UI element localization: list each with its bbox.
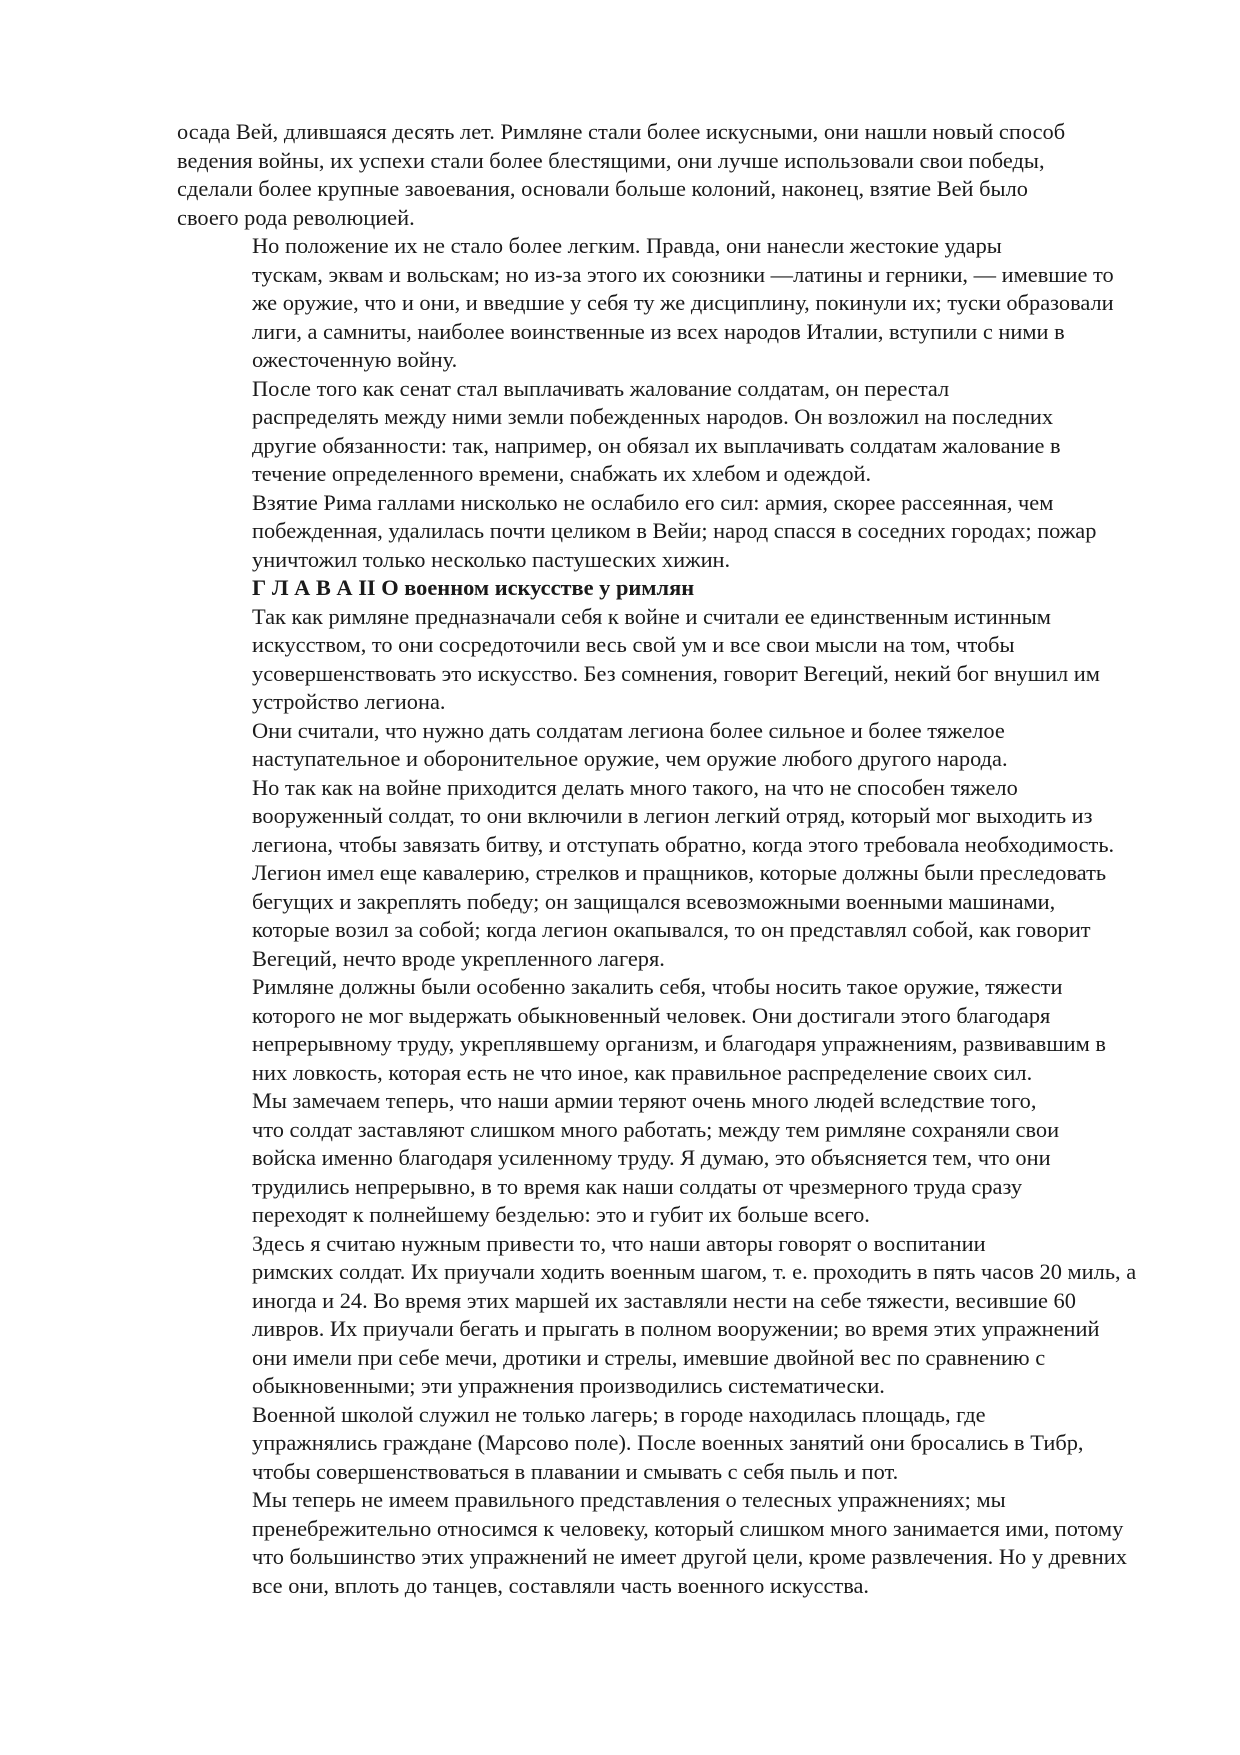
text-line: трудились непрерывно, в то время как наши солдаты от чрезмерного труда сразу — [252, 1173, 1023, 1199]
text-line: Здесь я считаю нужным привести то, что наши авторы говорят о воспитании — [252, 1230, 986, 1256]
text-line: которые возил за собой; когда легион окапывался, то он представлял собой, как говорит — [252, 917, 1091, 942]
paragraph — [177, 1087, 1159, 1230]
paragraph — [177, 603, 1159, 717]
text-line: наступательное и оборонительное оружие, чем оружие любого другого народа. — [252, 746, 1008, 771]
text-line: После того как сенат стал выплачивать жалование солдатам, он перестал — [252, 375, 950, 401]
text-line: Они считали, что нужно дать солдатам легиона более сильное и более тяжелое — [252, 717, 1005, 743]
text-line: ливров. Их приучали бегать и прыгать в полном вооружении; во время этих упражнений — [252, 1316, 1100, 1341]
text-line: которого не мог выдержать обыкновенный человек. Они достигали этого благодаря — [252, 1002, 1051, 1028]
text-line: все они, вплоть до танцев, составляли часть военного искусства. — [252, 1572, 870, 1598]
text-line: Но так как на войне приходится делать много такого, на что не способен тяжело — [252, 774, 1018, 800]
paragraph — [177, 973, 1159, 1087]
text-line: Так как римляне предназначали себя к войне и считали ее единственным истинным — [252, 603, 1051, 629]
paragraph — [177, 774, 1159, 974]
text-line: осада Вей, длившаяся десять лет. Римляне стали более искусными, они нашли новый способ — [177, 119, 1066, 144]
text-line: войска именно благодаря усиленному труду. Я думаю, это объясняется тем, что они — [252, 1145, 1051, 1170]
document-body — [177, 118, 1159, 1600]
text-line: лиги, а самниты, наиболее воинственные из всех народов Италии, вступили с ними в — [252, 318, 1065, 344]
text-line: обыкновенными; эти упражнения производились систематически. — [252, 1373, 885, 1398]
text-line: переходят к полнейшему безделью: это и губит их больше всего. — [252, 1202, 870, 1227]
text-line: ожесточенную войну. — [252, 347, 458, 372]
text-line: другие обязанности: так, например, он обязал их выплачивать солдатам жалование в — [252, 432, 1061, 458]
paragraph — [177, 1230, 1159, 1401]
text-line: легиона, чтобы завязать битву, и отступать обратно, когда этого требовала необходимость. — [252, 831, 1115, 857]
text-line: устройство легиона. — [252, 689, 446, 714]
text-line: же оружие, что и они, и введшие у себя ту же дисциплину, покинули их; туски образовали — [252, 290, 1114, 315]
paragraph — [177, 118, 1159, 232]
paragraph — [177, 375, 1159, 489]
text-line: своего рода революцией. — [177, 204, 415, 230]
text-line: распределять между ними земли побежденных народов. Он возложил на последних — [252, 404, 1054, 429]
text-line: они имели при себе мечи, дротики и стрелы, имевшие двойной вес по сравнению с — [252, 1344, 1046, 1370]
text-line: пренебрежительно относимся к человеку, который слишком много занимается ими, потому — [252, 1515, 1124, 1541]
text-line: чтобы совершенствоваться в плавании и смывать с себя пыль и пот. — [252, 1458, 899, 1484]
paragraph — [177, 489, 1159, 575]
text-line: Вегеций, нечто вроде укрепленного лагеря. — [252, 945, 665, 971]
text-line: Но положение их не стало более легким. Правда, они нанесли жестокие удары — [252, 233, 1002, 258]
text-line: что солдат заставляют слишком много работать; между тем римляне сохраняли свои — [252, 1116, 1060, 1142]
text-line: Римляне должны были особенно закалить себя, чтобы носить такое оружие, тяжести — [252, 974, 1063, 999]
text-line: них ловкость, которая есть не что иное, как правильное распределение своих сил. — [252, 1059, 1033, 1085]
text-line: иногда и 24. Во время этих маршей их заставляли нести на себе тяжести, весившие 60 — [252, 1287, 1076, 1313]
text-line: течение определенного времени, снабжать их хлебом и одеждой. — [252, 461, 872, 486]
text-line: Взятие Рима галлами нисколько не ослабило его сил: армия, скорее рассеянная, чем — [252, 489, 1054, 515]
text-line: усовершенствовать это искусство. Без сомнения, говорит Вегеций, некий бог внушил им — [252, 660, 1100, 686]
text-line: римских солдат. Их приучали ходить военным шагом, т. е. проходить в пять часов 20 миль, а — [252, 1259, 1137, 1284]
text-line: вооруженный солдат, то они включили в легион легкий отряд, который мог выходить из — [252, 803, 1093, 828]
chapter-heading: Г Л А В А II О военном искусстве у римлян — [252, 575, 695, 600]
text-line: Военной школой служил не только лагерь; в городе находилась площадь, где — [252, 1401, 986, 1427]
text-line: искусством, то они сосредоточили весь свой ум и все свои мысли на том, чтобы — [252, 632, 1015, 657]
text-line: побежденная, удалилась почти целиком в Вейи; народ спасся в соседних городах; пожар — [252, 518, 1097, 543]
text-line: уничтожил только несколько пастушеских хижин. — [252, 546, 731, 572]
text-line: бегущих и закреплять победу; он защищался всевозможными военными машинами, — [252, 888, 1056, 914]
text-line: непрерывному труду, укреплявшему организм, и благодаря упражнениям, развивавшим в — [252, 1031, 1106, 1056]
paragraph — [177, 717, 1159, 774]
paragraph — [177, 1486, 1159, 1600]
text-line: Мы замечаем теперь, что наши армии теряют очень много людей вследствие того, — [252, 1088, 1037, 1113]
text-line: упражнялись граждане (Марсово поле). После военных занятий они бросались в Тибр, — [252, 1430, 1084, 1455]
text-line: тускам, эквам и вольскам; но из-за этого их союзники —латины и герники, — имевшие то — [252, 261, 1114, 287]
text-line: Мы теперь не имеем правильного представления о телесных упражнениях; мы — [252, 1487, 1006, 1512]
text-line: сделали более крупные завоевания, основали больше колоний, наконец, взятие Вей было — [177, 176, 1028, 201]
text-line: что большинство этих упражнений не имеет другой цели, кроме развлечения. Но у древних — [252, 1544, 1127, 1569]
paragraph — [177, 1401, 1159, 1487]
text-line: Легион имел еще кавалерию, стрелков и пращников, которые должны были преследовать — [252, 860, 1107, 885]
paragraph — [177, 232, 1159, 375]
text-line: ведения войны, их успехи стали более блестящими, они лучше использовали свои победы, — [177, 147, 1045, 173]
